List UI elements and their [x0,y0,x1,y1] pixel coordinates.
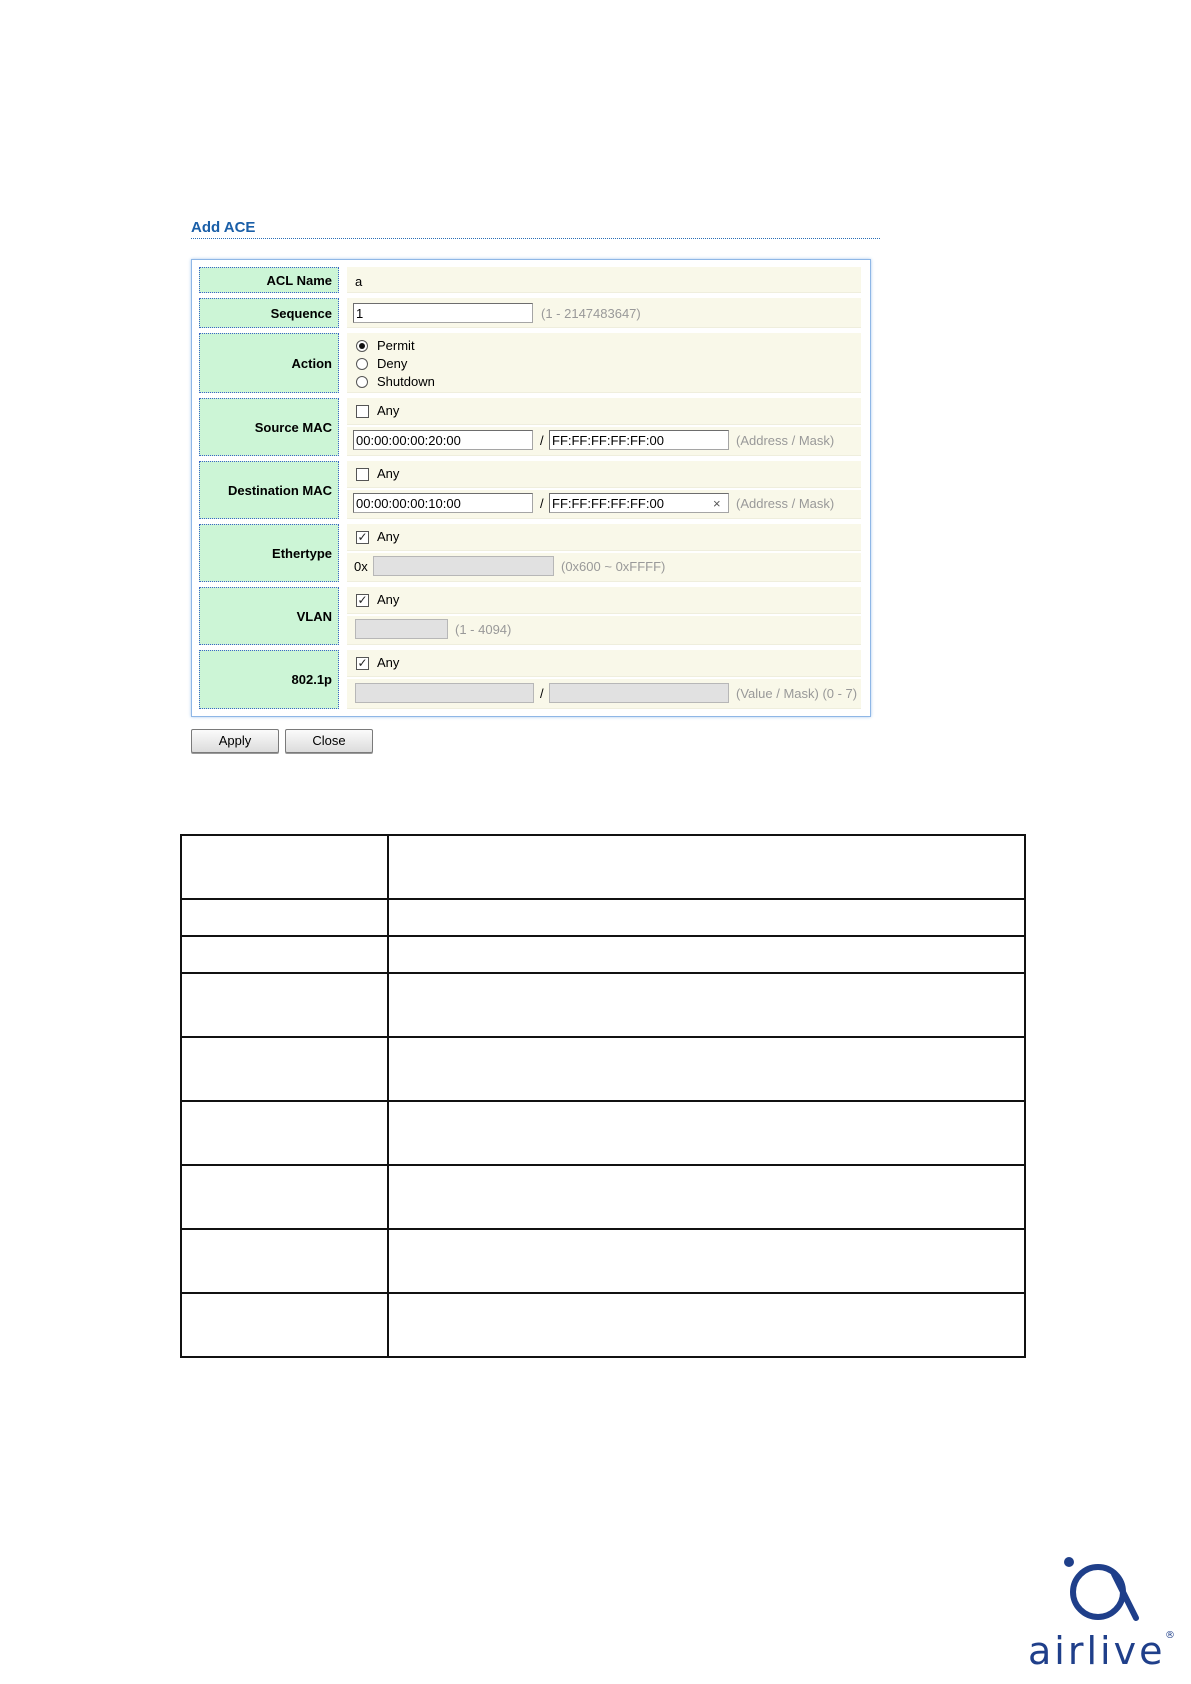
dot1p-mask-input[interactable] [549,683,729,703]
sequence-range-hint: (1 - 2147483647) [541,306,641,321]
table-cell [388,1101,1025,1165]
destination-mac-mask-input[interactable]: FF:FF:FF:FF:FF:00 [549,493,729,513]
ethertype-input[interactable] [373,556,554,576]
table-cell [181,835,388,899]
table-cell [388,1037,1025,1101]
table-cell [388,973,1025,1037]
table-row [181,1165,1025,1229]
action-permit-radio[interactable] [356,340,368,352]
table-cell [388,936,1025,973]
acl-name-value: a [355,274,363,289]
table-cell [388,1165,1025,1229]
source-mac-label: Source MAC [199,398,339,456]
vlan-any-checkbox[interactable]: ✓ [357,593,368,607]
table-cell [388,835,1025,899]
sequence-input[interactable]: 1 [353,303,533,323]
action-shutdown-label: Shutdown [377,374,435,389]
table-cell [388,899,1025,936]
title-divider [191,238,880,239]
table-cell [388,1229,1025,1293]
panel-title: Add ACE [191,219,256,236]
dot1p-any-label: Any [377,655,400,670]
table-row [181,936,1025,973]
source-mac-hint: (Address / Mask) [736,433,835,448]
source-mac-address-input[interactable]: 00:00:00:00:20:00 [353,430,533,450]
table-cell [181,1037,388,1101]
ethertype-hint: (0x600 ~ 0xFFFF) [561,559,666,574]
acl-name-cell [347,267,861,293]
vlan-any-cell [347,587,861,614]
table-row [181,1037,1025,1101]
dot1p-any-cell [347,650,861,677]
table-cell [181,899,388,936]
ethertype-any-cell [347,524,861,551]
table-cell [181,1229,388,1293]
action-label: Action [199,333,339,393]
destination-mac-label: Destination MAC [199,461,339,519]
sequence-label: Sequence [199,298,339,328]
table-row [181,1229,1025,1293]
table-cell [181,1165,388,1229]
close-button[interactable]: Close [285,729,373,753]
destination-mac-hint: (Address / Mask) [736,496,835,511]
vlan-hint: (1 - 4094) [455,622,512,637]
table-cell [181,973,388,1037]
logo-registered-mark: ® [1165,1630,1175,1641]
destination-mac-address-input[interactable]: 00:00:00:00:10:00 [353,493,533,513]
ethertype-label: Ethertype [199,524,339,582]
table-row [181,835,1025,899]
action-shutdown-radio[interactable] [356,376,368,388]
airlive-logo [1028,1552,1178,1682]
table-cell [388,1293,1025,1357]
table-row [181,1293,1025,1357]
description-table [180,834,1026,1358]
apply-button[interactable]: Apply [191,729,279,753]
logo-wordmark: airlive [1028,1629,1166,1673]
source-mac-any-cell [347,398,861,425]
table-row [181,973,1025,1037]
source-mac-any-label: Any [377,403,400,418]
clear-icon[interactable]: × [713,496,721,511]
table-cell [181,936,388,973]
source-mac-any-checkbox[interactable] [356,405,369,418]
destination-mac-any-cell [347,461,861,488]
destination-mac-separator: / [540,496,544,511]
destination-mac-any-checkbox[interactable] [356,468,369,481]
vlan-any-label: Any [377,592,400,607]
vlan-label: VLAN [199,587,339,645]
dot1p-separator: / [540,686,544,701]
destination-mac-any-label: Any [377,466,400,481]
table-cell [181,1101,388,1165]
ethertype-any-checkbox[interactable]: ✓ [357,530,368,544]
source-mac-separator: / [540,433,544,448]
dot1p-any-checkbox[interactable]: ✓ [357,656,368,670]
logo-dot [1064,1557,1074,1567]
table-cell [181,1293,388,1357]
action-deny-label: Deny [377,356,408,371]
ethertype-prefix: 0x [354,559,368,574]
ethertype-any-label: Any [377,529,400,544]
acl-name-label: ACL Name [199,267,339,293]
source-mac-mask-input[interactable]: FF:FF:FF:FF:FF:00 [549,430,729,450]
action-deny-radio[interactable] [356,358,368,370]
dot1p-label: 802.1p [199,650,339,709]
dot1p-value-input[interactable] [355,683,534,703]
table-row [181,1101,1025,1165]
dot1p-hint: (Value / Mask) (0 - 7) [736,686,858,701]
action-permit-label: Permit [377,338,415,353]
vlan-input[interactable] [355,619,448,639]
table-row [181,899,1025,936]
